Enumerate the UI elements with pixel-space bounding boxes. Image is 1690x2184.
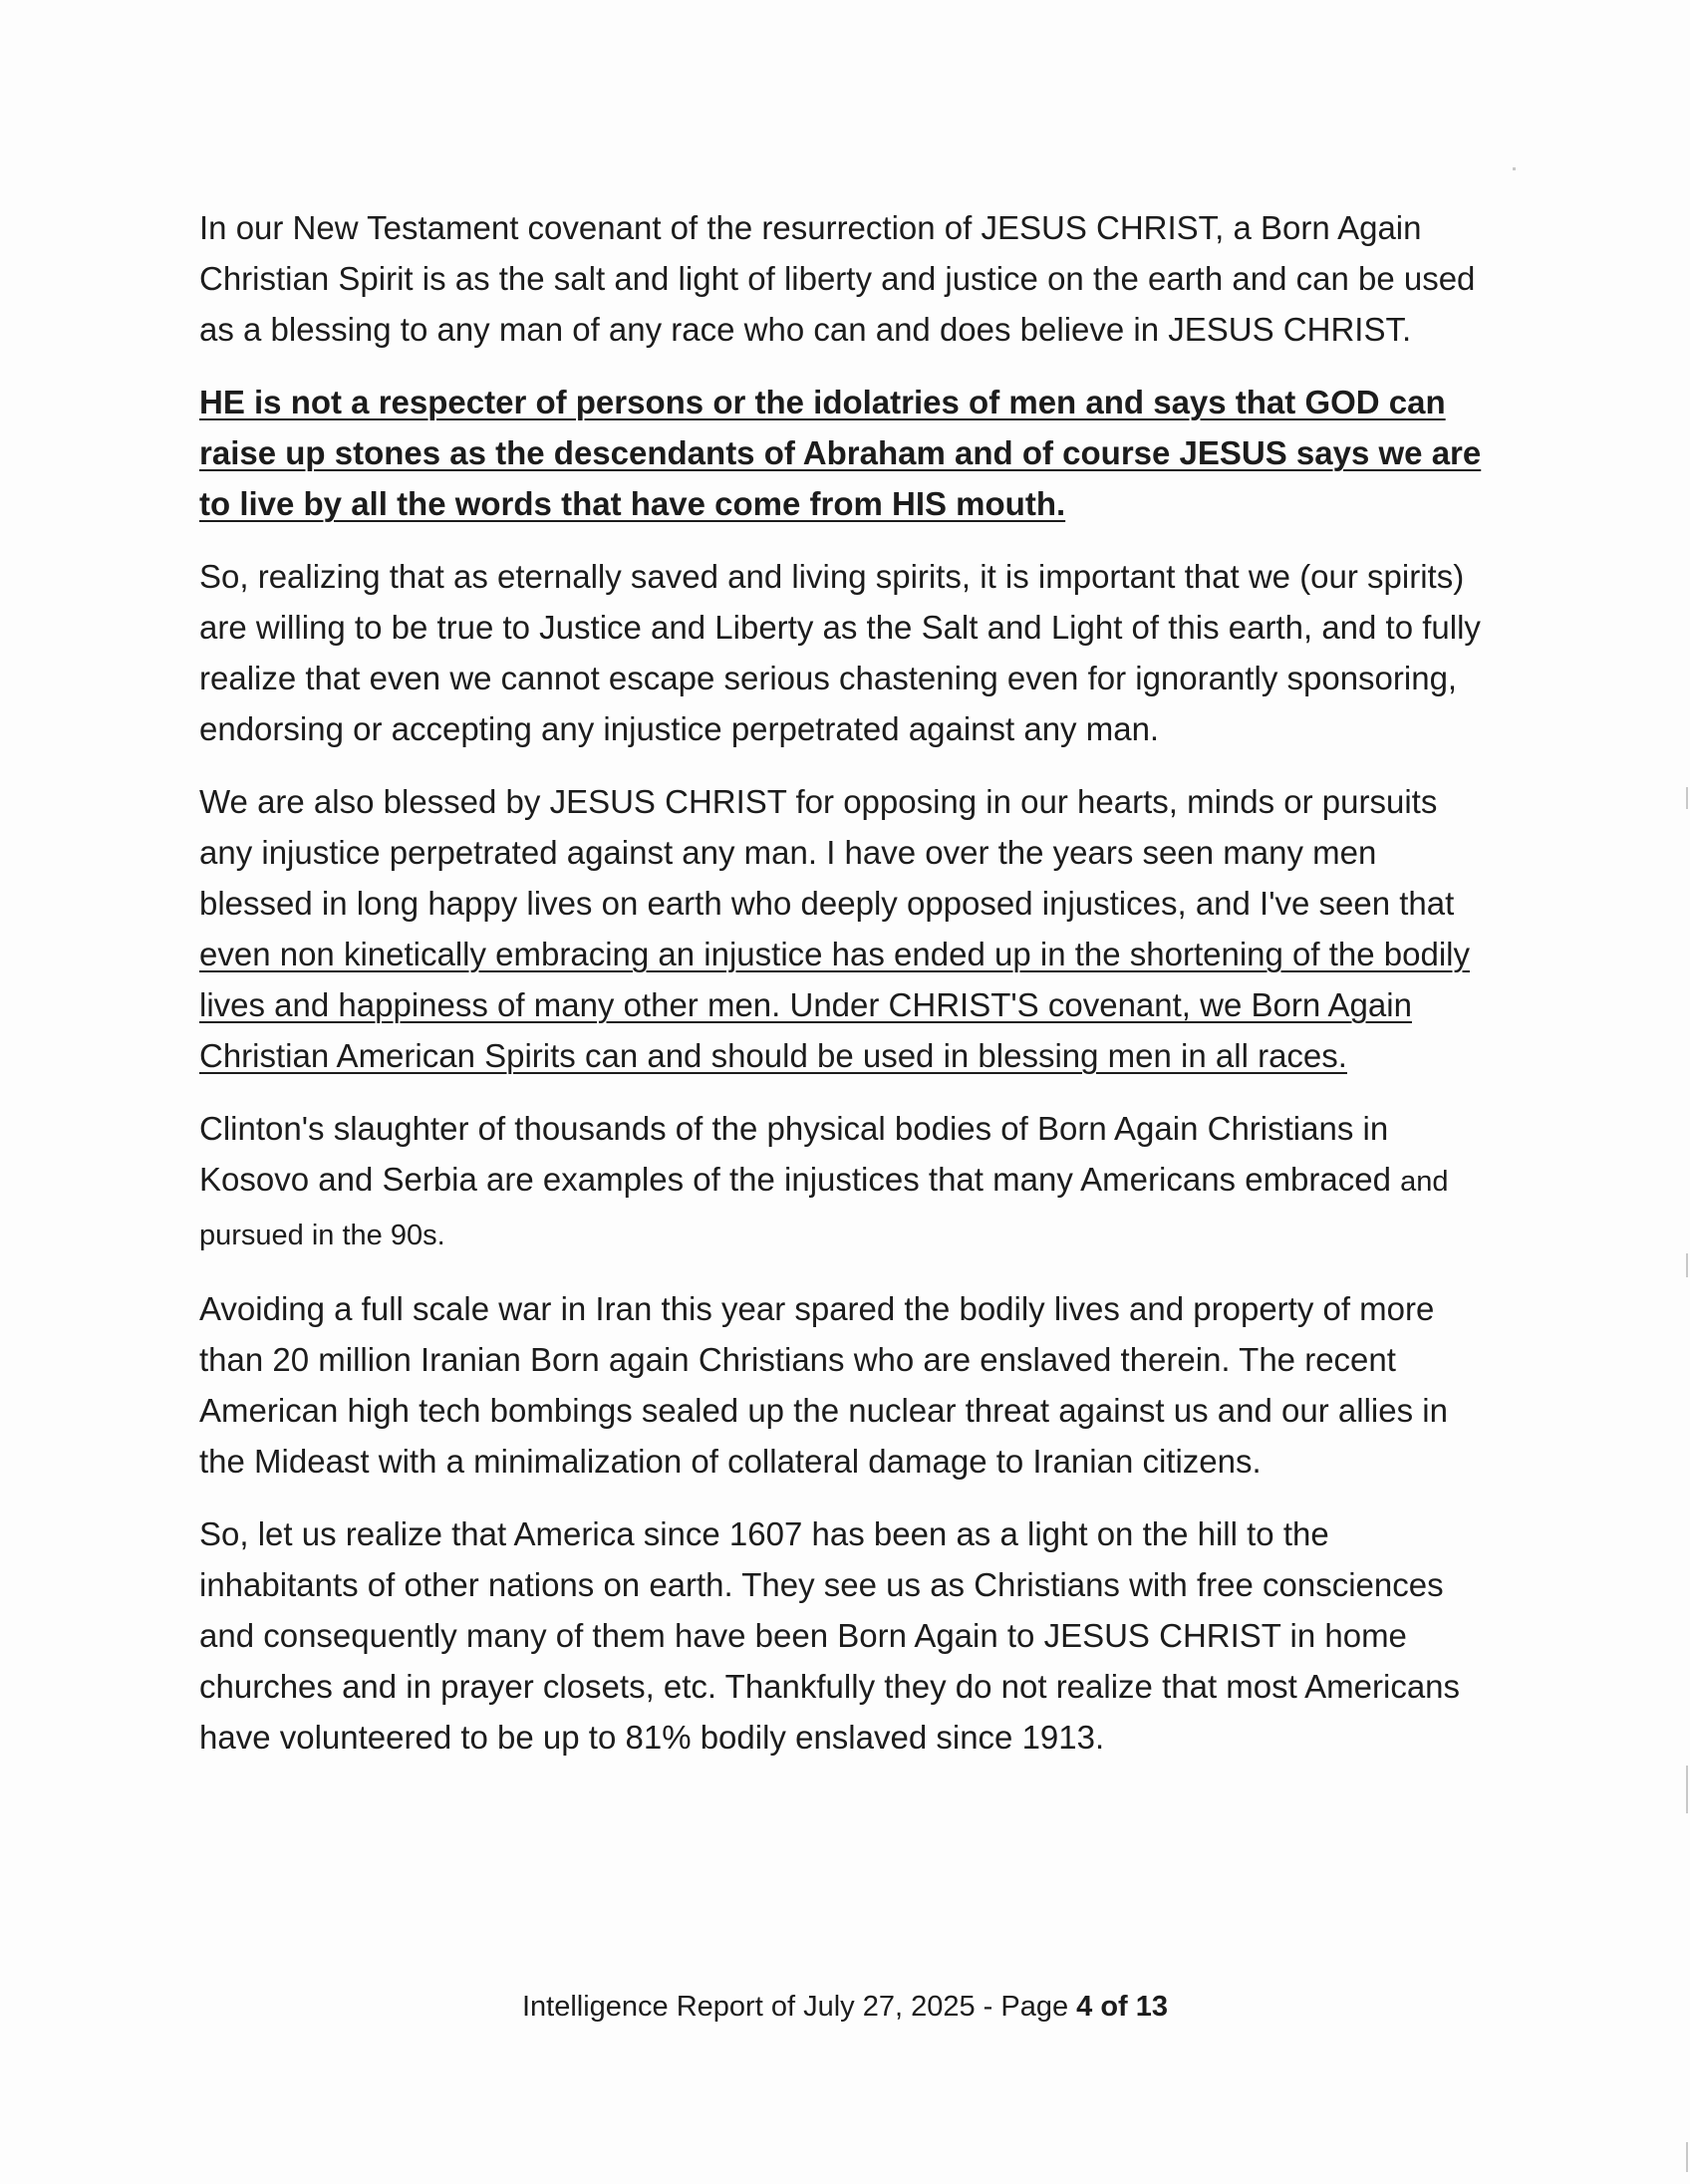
footer-page-total: 13 — [1135, 1991, 1169, 2023]
paragraph-emphasis: HE is not a respecter of persons or the idolatries of men and says that GOD can raise up stones as the descendants of Abraham and of course JESUS says we are to live by all the words that have come from HIS mouth. — [199, 384, 1482, 522]
paragraph-blessed-underlined: even non kinetically embracing an injustice has ended up in the shortening of the bodily lives and happiness of many other men. Under CHRIST'S covenant, we Born Again Christian American Spirits can and should be used in blessing men in all races. — [199, 936, 1470, 1074]
scan-edge-mark — [1686, 2142, 1688, 2172]
paragraph-america: So, let us realize that America since 1607 has been as a light on the hill to the inhabitants of other nations on earth. They see us as Christians with free consciences and consequently many of them have been Born Again to JESUS CHRIST in home churches and in prayer closets, etc. Thankfully they do not realize that most Americans have volunteered to be up to 81% bodily enslaved since 1913. — [199, 1515, 1461, 1756]
document-body — [199, 202, 1495, 1784]
paragraph-covenant: In our New Testament covenant of the resurrection of JESUS CHRIST, a Born Again Christian Spirit is as the salt and light of liberty and justice on the earth and can be used as a blessing to any man of any race who can and does believe in JESUS CHRIST. — [199, 209, 1476, 348]
scan-speck — [1513, 167, 1516, 170]
scan-edge-mark — [1686, 787, 1688, 809]
scan-edge-mark — [1686, 1253, 1688, 1277]
page-footer — [0, 1991, 1690, 2024]
footer-page-number: 4 — [1076, 1991, 1093, 2023]
footer-of: of — [1092, 1991, 1136, 2023]
paragraph-kosovo-text: Clinton's slaughter of thousands of the physical bodies of Born Again Christians in Kosovo and Serbia are examples of the injustices that many Americans embraced — [199, 1110, 1391, 1198]
paragraph-kosovo — [199, 1103, 1495, 1261]
paragraph-blessed — [199, 776, 1495, 1081]
scan-edge-mark — [1686, 1766, 1688, 1813]
paragraph-iran: Avoiding a full scale war in Iran this year spared the bodily lives and property of more than 20 million Iranian Born again Christians who are enslaved therein. The recent American high tech bombings sealed up the nuclear threat against us and our allies in the Mideast with a minimalization of collateral damage to Iranian citizens. — [199, 1290, 1448, 1480]
paragraph-kosovo-end: and pursued in the 90s. — [199, 1166, 1449, 1251]
paragraph-blessed-text: We are also blessed by JESUS CHRIST for opposing in our hearts, minds or pursuits any injustice perpetrated against any man. I have over the years seen many men blessed in long happy lives on earth who deeply opposed injustices, and I've seen that — [199, 783, 1455, 922]
footer-prefix: Intelligence Report of July 27, 2025 - Page — [521, 1991, 1077, 2023]
paragraph-realizing: So, realizing that as eternally saved and living spirits, it is important that we (our spirits) are willing to be true to Justice and Liberty as the Salt and Light of this earth, and to fully realize that even we cannot escape serious chastening even for ignorantly sponsoring, endorsing or accepting any injustice perpetrated against any man. — [199, 558, 1481, 747]
